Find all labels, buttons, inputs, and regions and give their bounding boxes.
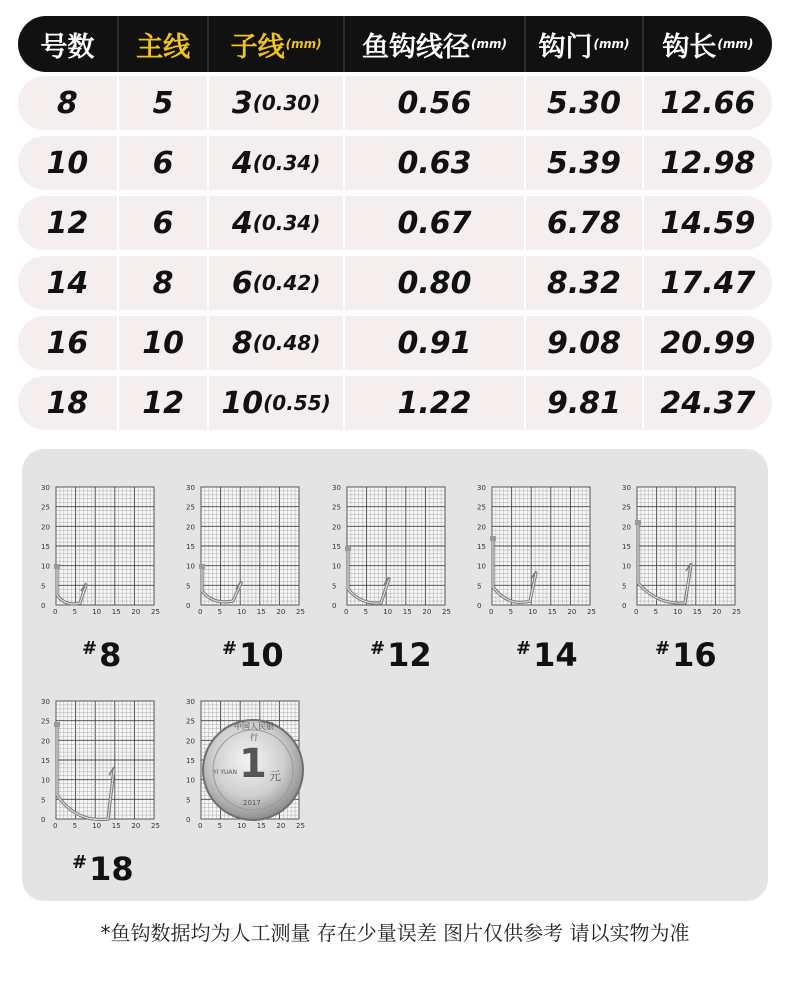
x-tick-label: 5 bbox=[217, 608, 223, 616]
y-tick-label: 30 bbox=[41, 484, 50, 492]
cell-wire-diameter: 0.80 bbox=[345, 256, 527, 310]
hook-photo-18 bbox=[38, 697, 158, 835]
x-tick-label: 20 bbox=[276, 608, 286, 616]
table-row bbox=[18, 136, 772, 190]
footnote: *鱼钩数据均为人工测量 存在少量误差 图片仅供参考 请以实物为准 bbox=[100, 921, 690, 945]
y-tick-label: 0 bbox=[186, 602, 191, 610]
table-row bbox=[18, 76, 772, 130]
x-tick-label: 5 bbox=[72, 608, 78, 616]
cell-wire-diameter: 0.63 bbox=[345, 136, 527, 190]
cell-gap: 5.39 bbox=[526, 136, 643, 190]
x-tick-label: 20 bbox=[712, 608, 722, 616]
table-row bbox=[18, 376, 772, 430]
cell-sub-line: 10 (0.55) bbox=[209, 376, 344, 430]
cell-main-line: 12 bbox=[119, 376, 210, 430]
x-tick-label: 15 bbox=[256, 822, 266, 830]
y-tick-label: 25 bbox=[622, 503, 631, 512]
y-tick-label: 10 bbox=[186, 562, 195, 571]
y-tick-label: 30 bbox=[622, 484, 631, 492]
hook-eye bbox=[635, 520, 641, 525]
hook-label-18: #18 bbox=[72, 850, 134, 888]
header-gap: 钩门 (mm) bbox=[526, 16, 643, 72]
cell-length: 24.37 bbox=[660, 385, 756, 421]
x-tick-label: 5 bbox=[217, 822, 223, 830]
x-tick-label: 0 bbox=[198, 822, 203, 830]
coin-reference-photo bbox=[183, 697, 303, 835]
cell-main-line: 8 bbox=[119, 256, 210, 310]
cell-gap: 6.78 bbox=[526, 196, 643, 250]
cell-gap: 9.08 bbox=[526, 316, 643, 370]
hook-label-12: #12 bbox=[370, 636, 432, 674]
x-tick-label: 25 bbox=[587, 608, 596, 616]
y-tick-label: 15 bbox=[332, 543, 341, 551]
y-tick-label: 5 bbox=[186, 582, 191, 591]
x-tick-label: 10 bbox=[673, 608, 683, 616]
y-tick-label: 10 bbox=[186, 776, 195, 785]
y-tick-label: 25 bbox=[186, 717, 195, 726]
y-tick-label: 30 bbox=[186, 484, 195, 492]
y-tick-label: 10 bbox=[622, 562, 631, 571]
cell-length: 20.99 bbox=[660, 325, 756, 361]
coin-numeral: 1 bbox=[239, 741, 267, 787]
x-tick-label: 0 bbox=[53, 608, 58, 616]
hook-photo-8 bbox=[38, 483, 158, 621]
measurement-grid bbox=[183, 483, 303, 621]
cell-wire-diameter: 0.56 bbox=[345, 76, 527, 130]
x-tick-label: 15 bbox=[402, 608, 412, 616]
cell-gap: 9.81 bbox=[526, 376, 643, 430]
cell-size: 18 bbox=[18, 376, 119, 430]
y-tick-label: 5 bbox=[622, 582, 627, 591]
cell-sub-line: 3 (0.30) bbox=[209, 76, 344, 130]
header-sub-line: 子线 (mm) bbox=[209, 16, 344, 72]
hook-label-8: #8 bbox=[82, 636, 122, 674]
y-tick-label: 0 bbox=[41, 816, 46, 824]
x-tick-label: 25 bbox=[296, 822, 305, 830]
hook-photo-12 bbox=[329, 483, 449, 621]
x-tick-label: 0 bbox=[344, 608, 349, 616]
y-tick-label: 15 bbox=[41, 543, 50, 551]
y-tick-label: 25 bbox=[186, 503, 195, 512]
hook-label-16: #16 bbox=[655, 636, 717, 674]
cell-length: 17.47 bbox=[660, 265, 756, 301]
hook-photo-10 bbox=[183, 483, 303, 621]
cell-size: 10 bbox=[18, 136, 119, 190]
x-tick-label: 5 bbox=[72, 822, 78, 830]
cell-length: 12.66 bbox=[660, 85, 756, 121]
y-tick-label: 10 bbox=[41, 562, 50, 571]
y-tick-label: 5 bbox=[477, 582, 482, 591]
table-row bbox=[18, 196, 772, 250]
y-tick-label: 0 bbox=[477, 602, 482, 610]
y-tick-label: 0 bbox=[622, 602, 627, 610]
hook-eye bbox=[199, 564, 205, 569]
cell-main-line: 5 bbox=[119, 76, 210, 130]
x-tick-label: 0 bbox=[634, 608, 639, 616]
measurement-grid bbox=[619, 483, 739, 621]
cell-sub-line: 8 (0.48) bbox=[209, 316, 344, 370]
y-tick-label: 0 bbox=[332, 602, 337, 610]
x-tick-label: 25 bbox=[732, 608, 741, 616]
y-tick-label: 5 bbox=[332, 582, 337, 591]
x-tick-label: 0 bbox=[489, 608, 494, 616]
y-tick-label: 20 bbox=[41, 737, 50, 746]
cell-wire-diameter: 0.67 bbox=[345, 196, 527, 250]
y-tick-label: 20 bbox=[332, 523, 341, 532]
measurement-grid bbox=[329, 483, 449, 621]
y-tick-label: 15 bbox=[477, 543, 486, 551]
x-tick-label: 5 bbox=[363, 608, 369, 616]
measurement-grid bbox=[38, 697, 158, 835]
x-tick-label: 25 bbox=[151, 822, 160, 830]
y-tick-label: 5 bbox=[186, 796, 191, 805]
y-tick-label: 0 bbox=[41, 602, 46, 610]
x-tick-label: 15 bbox=[111, 822, 121, 830]
cell-length: 14.59 bbox=[660, 205, 756, 241]
cell-wire-diameter: 1.22 bbox=[345, 376, 527, 430]
cell-size: 14 bbox=[18, 256, 119, 310]
cell-main-line: 6 bbox=[119, 196, 210, 250]
cell-size: 12 bbox=[18, 196, 119, 250]
cell-size: 8 bbox=[18, 76, 119, 130]
hook-eye bbox=[54, 722, 60, 727]
y-tick-label: 30 bbox=[41, 698, 50, 706]
measurement-grid bbox=[38, 483, 158, 621]
header-length: 钩长 (mm) bbox=[662, 31, 754, 63]
hook-label-14: #14 bbox=[516, 636, 578, 674]
y-tick-label: 20 bbox=[622, 523, 631, 532]
coin-year: 2017 bbox=[243, 799, 261, 807]
header-wire-diameter: 鱼钩线径 (mm) bbox=[345, 16, 527, 72]
x-tick-label: 0 bbox=[53, 822, 58, 830]
y-tick-label: 10 bbox=[477, 562, 486, 571]
x-tick-label: 25 bbox=[151, 608, 160, 616]
y-tick-label: 30 bbox=[477, 484, 486, 492]
x-tick-label: 10 bbox=[92, 822, 102, 830]
measurement-grid bbox=[474, 483, 594, 621]
cell-wire-diameter: 0.91 bbox=[345, 316, 527, 370]
x-tick-label: 20 bbox=[131, 608, 141, 616]
y-tick-label: 15 bbox=[622, 543, 631, 551]
x-tick-label: 0 bbox=[198, 608, 203, 616]
hook-photo-14 bbox=[474, 483, 594, 621]
y-tick-label: 5 bbox=[41, 796, 46, 805]
coin-unit: 元 bbox=[269, 769, 282, 783]
cell-sub-line: 6 (0.42) bbox=[209, 256, 344, 310]
y-tick-label: 20 bbox=[477, 523, 486, 532]
x-tick-label: 10 bbox=[237, 608, 247, 616]
coin-pinyin: YI YUAN bbox=[213, 769, 237, 776]
x-tick-label: 10 bbox=[92, 608, 102, 616]
y-tick-label: 15 bbox=[186, 543, 195, 551]
y-tick-label: 20 bbox=[186, 737, 195, 746]
table-body bbox=[18, 76, 772, 436]
x-tick-label: 10 bbox=[528, 608, 538, 616]
x-tick-label: 20 bbox=[567, 608, 577, 616]
coin-top-text: 中国人民银行 bbox=[234, 722, 274, 742]
header-size: 号数 bbox=[18, 16, 119, 72]
y-tick-label: 5 bbox=[41, 582, 46, 591]
cell-main-line: 10 bbox=[119, 316, 210, 370]
table-row bbox=[18, 316, 772, 370]
y-tick-label: 30 bbox=[332, 484, 341, 492]
x-tick-label: 15 bbox=[111, 608, 121, 616]
x-tick-label: 25 bbox=[296, 608, 305, 616]
y-tick-label: 15 bbox=[41, 757, 50, 765]
hook-photo-16 bbox=[619, 483, 739, 621]
cell-sub-line: 4 (0.34) bbox=[209, 136, 344, 190]
y-tick-label: 15 bbox=[186, 757, 195, 765]
x-tick-label: 15 bbox=[692, 608, 702, 616]
hook-eye bbox=[54, 564, 60, 569]
y-tick-label: 25 bbox=[332, 503, 341, 512]
x-tick-label: 20 bbox=[131, 822, 141, 830]
y-tick-label: 25 bbox=[477, 503, 486, 512]
table-row bbox=[18, 256, 772, 310]
y-tick-label: 25 bbox=[41, 717, 50, 726]
y-tick-label: 0 bbox=[186, 816, 191, 824]
x-tick-label: 25 bbox=[442, 608, 451, 616]
cell-gap: 5.30 bbox=[526, 76, 643, 130]
cell-gap: 8.32 bbox=[526, 256, 643, 310]
x-tick-label: 15 bbox=[547, 608, 557, 616]
x-tick-label: 20 bbox=[276, 822, 286, 830]
x-tick-label: 5 bbox=[508, 608, 514, 616]
hook-eye bbox=[490, 536, 496, 541]
x-tick-label: 10 bbox=[383, 608, 393, 616]
y-tick-label: 30 bbox=[186, 698, 195, 706]
x-tick-label: 10 bbox=[237, 822, 247, 830]
hook-label-10: #10 bbox=[222, 636, 284, 674]
x-tick-label: 15 bbox=[256, 608, 266, 616]
cell-size: 16 bbox=[18, 316, 119, 370]
x-tick-label: 20 bbox=[422, 608, 432, 616]
header-main-line: 主线 bbox=[119, 16, 210, 72]
y-tick-label: 20 bbox=[186, 523, 195, 532]
hook-eye bbox=[345, 546, 351, 551]
cell-length: 12.98 bbox=[660, 145, 756, 181]
x-tick-label: 5 bbox=[653, 608, 659, 616]
table-header bbox=[18, 16, 772, 72]
y-tick-label: 20 bbox=[41, 523, 50, 532]
y-tick-label: 10 bbox=[332, 562, 341, 571]
y-tick-label: 25 bbox=[41, 503, 50, 512]
y-tick-label: 10 bbox=[41, 776, 50, 785]
cell-sub-line: 4 (0.34) bbox=[209, 196, 344, 250]
cell-main-line: 6 bbox=[119, 136, 210, 190]
